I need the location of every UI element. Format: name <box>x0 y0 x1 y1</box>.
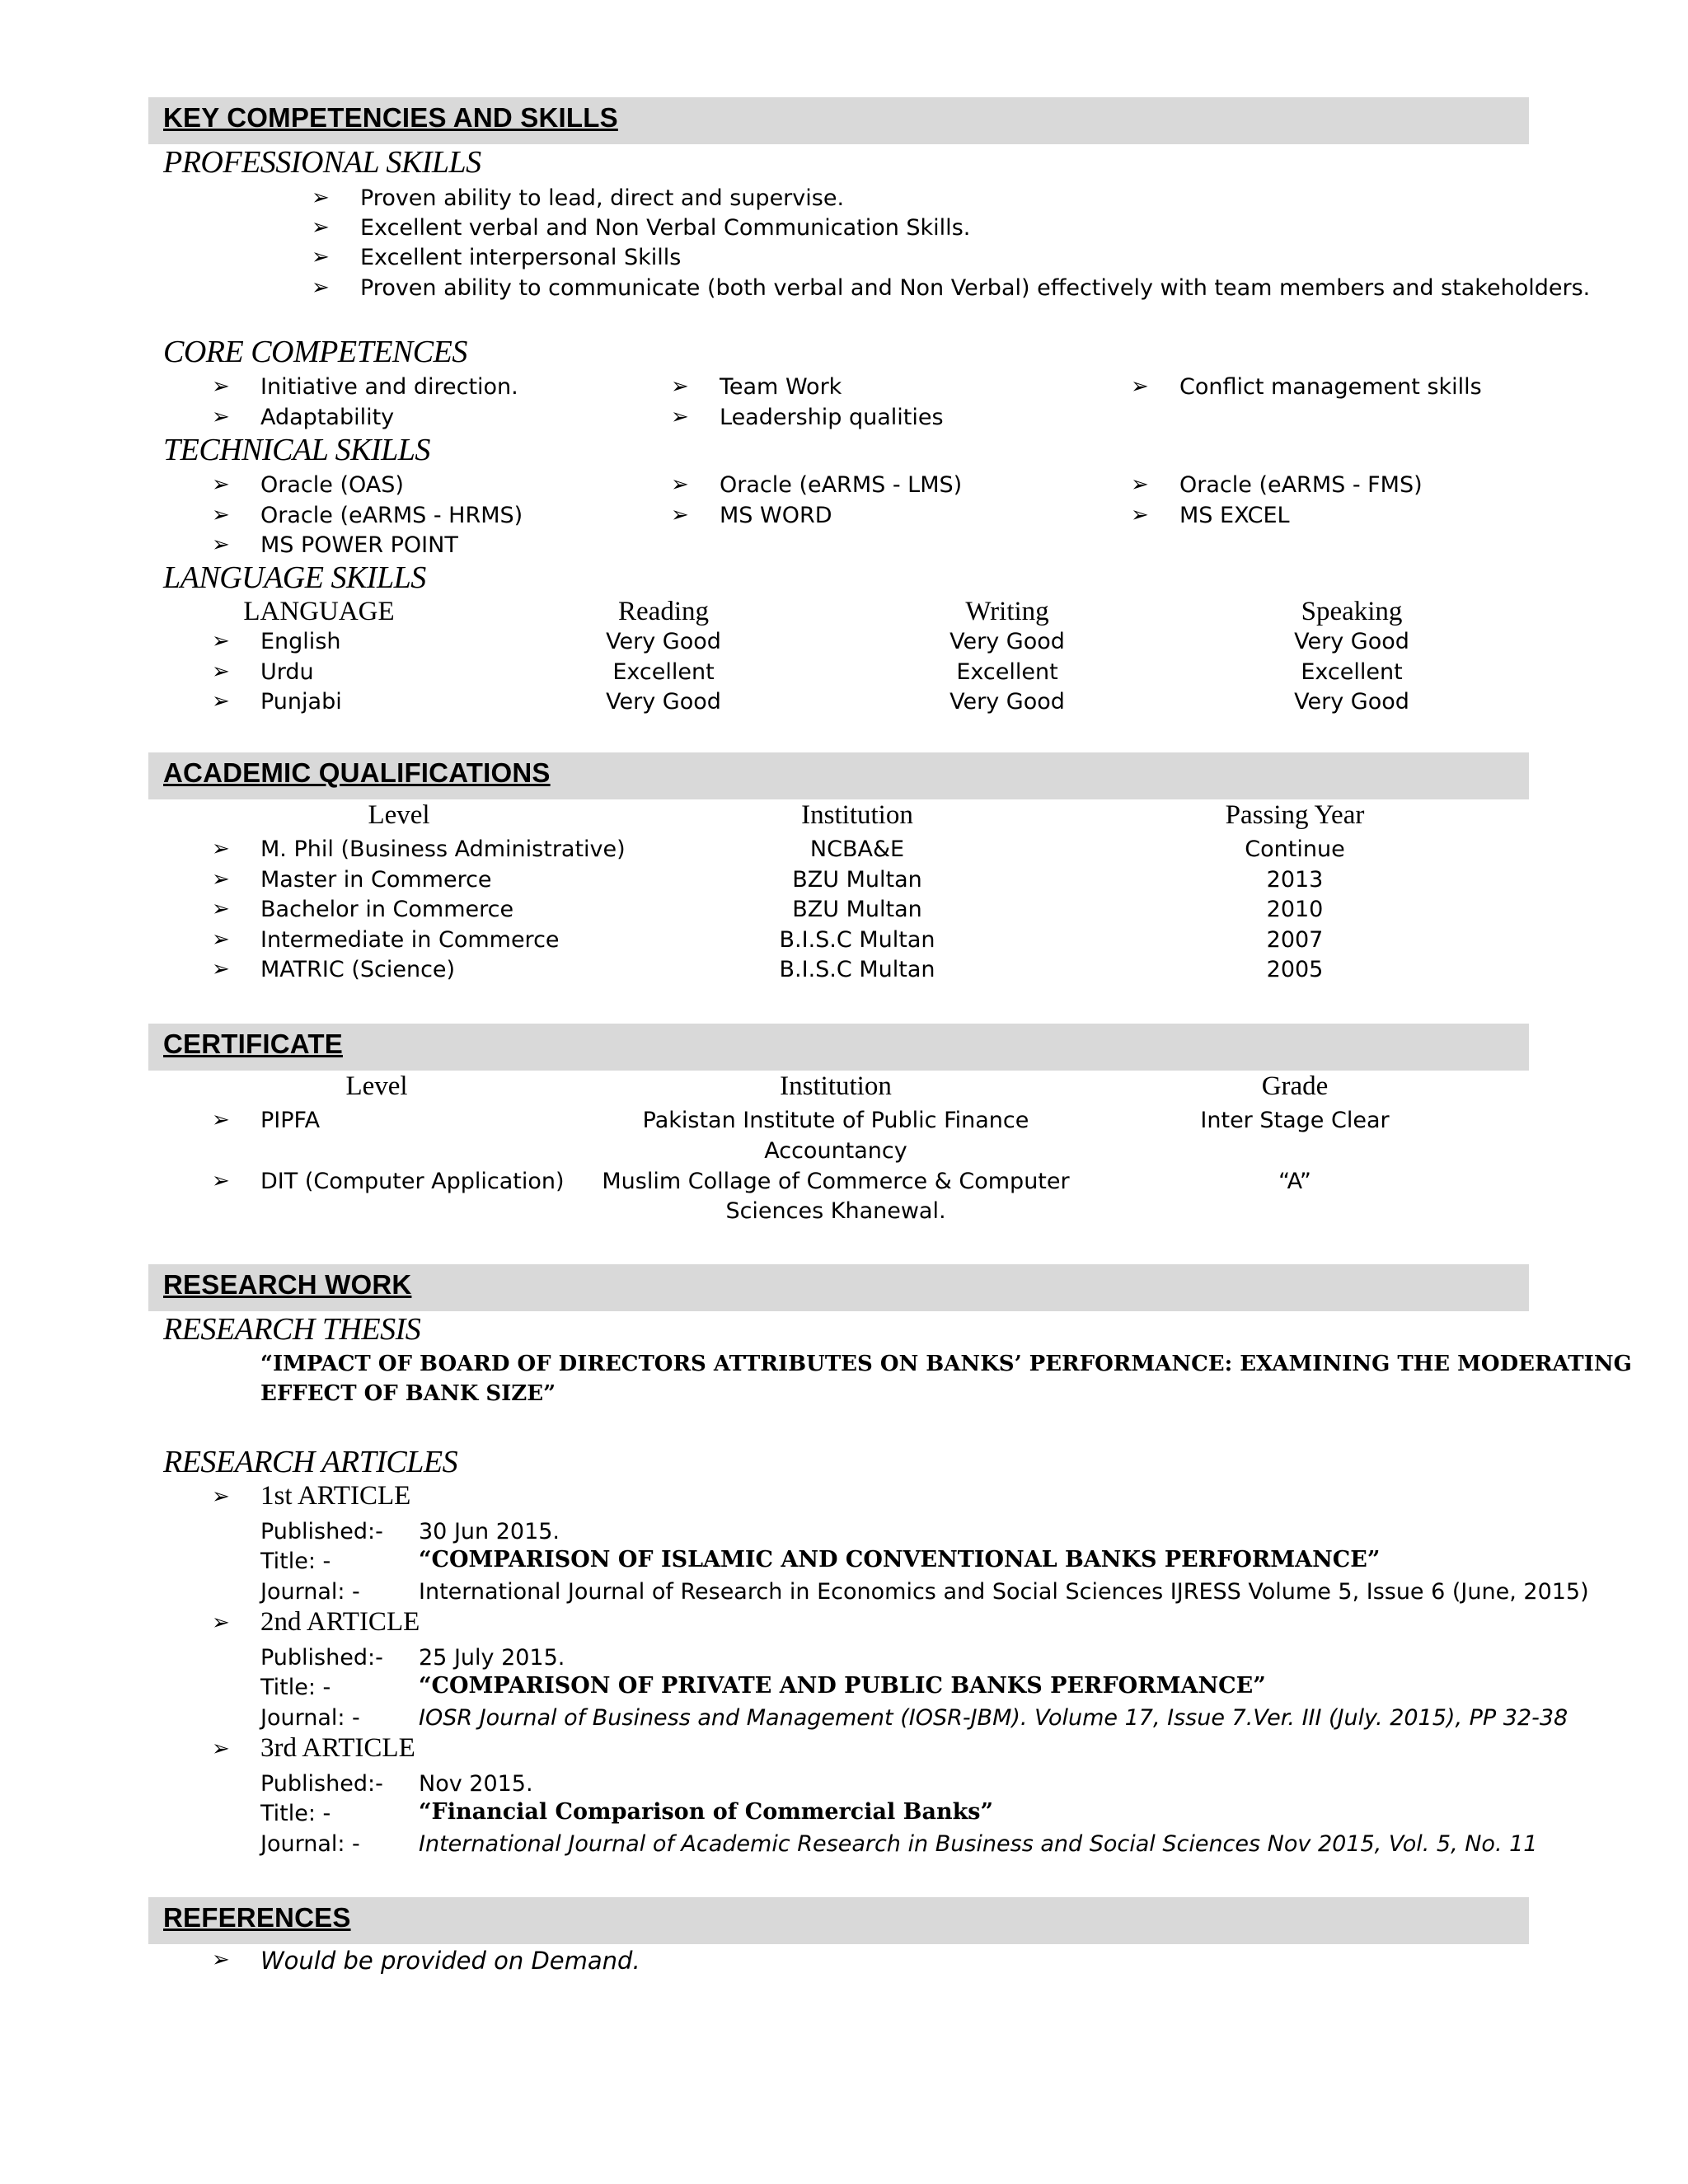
published-label: Published:- <box>260 1519 383 1544</box>
language-reading: Excellent <box>612 659 715 685</box>
journal-label: Journal: - <box>260 1831 360 1857</box>
certificate-institution-cont: Sciences Khanewal. <box>725 1198 946 1224</box>
academic-year-header: Passing Year <box>1225 800 1365 830</box>
bullet-arrow-icon: ➢ <box>212 532 230 557</box>
bullet-arrow-icon: ➢ <box>1131 503 1149 527</box>
certificate-institution-header: Institution <box>780 1071 892 1101</box>
bullet-arrow-icon: ➢ <box>212 1484 230 1509</box>
language-speaking: Excellent <box>1301 659 1403 685</box>
language-name: Punjabi <box>260 689 342 715</box>
academic-institution: B.I.S.C Multan <box>779 927 935 953</box>
speaking-col-header: Speaking <box>1301 597 1403 626</box>
bullet-arrow-icon: ➢ <box>212 957 230 982</box>
bullet-arrow-icon: ➢ <box>212 897 230 921</box>
technical-skills-heading: TECHNICAL SKILLS <box>163 433 430 467</box>
academic-level: M. Phil (Business Administrative) <box>260 837 626 862</box>
bullet-arrow-icon: ➢ <box>671 503 689 527</box>
certificate-institution: Pakistan Institute of Public Finance <box>642 1108 1029 1133</box>
language-name: Urdu <box>260 659 314 685</box>
core-competence-item: Initiative and direction. <box>260 374 518 400</box>
certificate-grade-header: Grade <box>1261 1071 1329 1101</box>
language-speaking: Very Good <box>1294 629 1409 654</box>
language-name: English <box>260 629 341 654</box>
certificate-institution-cont: Accountancy <box>764 1138 907 1164</box>
language-writing: Very Good <box>950 629 1065 654</box>
technical-skill-item: Oracle (eARMS - HRMS) <box>260 503 523 528</box>
article-title: “COMPARISON OF PRIVATE AND PUBLIC BANKS PERFORMANCE” <box>419 1673 1266 1699</box>
section-title: RESEARCH WORK <box>163 1269 412 1300</box>
language-col-header: LANGUAGE <box>243 597 395 626</box>
article-journal: International Journal of Research in Economics and Social Sciences IJRESS Volume 5, Issue 6 (June, 2015) <box>419 1579 1589 1605</box>
bullet-arrow-icon: ➢ <box>312 245 330 269</box>
section-bar-key-competencies <box>148 97 1529 144</box>
academic-institution: BZU Multan <box>792 867 922 893</box>
certificate-level: DIT (Computer Application) <box>260 1169 565 1194</box>
article-title: “COMPARISON OF ISLAMIC AND CONVENTIONAL BANKS PERFORMANCE” <box>419 1547 1381 1572</box>
professional-skill-item: Proven ability to lead, direct and supervise. <box>360 185 845 211</box>
article-published: 25 July 2015. <box>419 1645 565 1671</box>
certificate-grade: “A” <box>1278 1169 1311 1194</box>
academic-level: Bachelor in Commerce <box>260 897 514 922</box>
bullet-arrow-icon: ➢ <box>212 689 230 714</box>
academic-institution: BZU Multan <box>792 897 922 922</box>
bullet-arrow-icon: ➢ <box>212 405 230 429</box>
language-skills-heading: LANGUAGE SKILLS <box>163 560 426 595</box>
bullet-arrow-icon: ➢ <box>671 374 689 399</box>
journal-label: Journal: - <box>260 1579 360 1605</box>
bullet-arrow-icon: ➢ <box>212 503 230 527</box>
academic-institution: B.I.S.C Multan <box>779 957 935 982</box>
language-reading: Very Good <box>606 689 721 715</box>
technical-skill-item: Oracle (eARMS - LMS) <box>720 472 963 498</box>
bullet-arrow-icon: ➢ <box>212 659 230 684</box>
section-title: ACADEMIC QUALIFICATIONS <box>163 757 551 788</box>
certificate-grade: Inter Stage Clear <box>1200 1108 1390 1133</box>
section-bar-certificate <box>148 1024 1529 1071</box>
language-writing: Very Good <box>950 689 1065 715</box>
bullet-arrow-icon: ➢ <box>312 185 330 210</box>
academic-year: 2010 <box>1266 897 1324 922</box>
article-published: 30 Jun 2015. <box>419 1519 560 1544</box>
certificate-institution: Muslim Collage of Commerce & Computer <box>602 1169 1070 1194</box>
academic-institution: NCBA&E <box>809 837 905 862</box>
published-label: Published:- <box>260 1771 383 1797</box>
bullet-arrow-icon: ➢ <box>212 837 230 861</box>
technical-skill-item: MS POWER POINT <box>260 532 458 558</box>
academic-year: Continue <box>1245 837 1345 862</box>
section-bar-academic <box>148 752 1529 799</box>
section-title: REFERENCES <box>163 1902 351 1933</box>
section-bar-references <box>148 1897 1529 1944</box>
technical-skill-item: Oracle (eARMS - FMS) <box>1179 472 1423 498</box>
bullet-arrow-icon: ➢ <box>212 472 230 497</box>
professional-skill-item: Excellent verbal and Non Verbal Communication Skills. <box>360 215 971 241</box>
bullet-arrow-icon: ➢ <box>312 275 330 300</box>
bullet-arrow-icon: ➢ <box>212 1169 230 1193</box>
reading-col-header: Reading <box>618 597 709 626</box>
language-reading: Very Good <box>606 629 721 654</box>
professional-skill-item: Excellent interpersonal Skills <box>360 245 682 270</box>
thesis-title-line: “IMPACT OF BOARD OF DIRECTORS ATTRIBUTES ON BANKS’ PERFORMANCE: EXAMINING THE MODERATING <box>260 1352 1632 1376</box>
writing-col-header: Writing <box>965 597 1049 626</box>
bullet-arrow-icon: ➢ <box>212 1108 230 1132</box>
bullet-arrow-icon: ➢ <box>1131 472 1149 497</box>
bullet-arrow-icon: ➢ <box>671 472 689 497</box>
article-heading: 2nd ARTICLE <box>260 1607 420 1637</box>
professional-skill-item: Proven ability to communicate (both verbal and Non Verbal) effectively with team members and stakeholders. <box>360 275 1591 301</box>
bullet-arrow-icon: ➢ <box>312 215 330 240</box>
bullet-arrow-icon: ➢ <box>1131 374 1149 399</box>
section-title: KEY COMPETENCIES AND SKILLS <box>163 102 618 133</box>
journal-label: Journal: - <box>260 1705 360 1731</box>
core-competences-heading: CORE COMPETENCES <box>163 335 467 369</box>
academic-level: Master in Commerce <box>260 867 492 893</box>
references-text: Would be provided on Demand <box>260 1947 633 1975</box>
certificate-level: PIPFA <box>260 1108 321 1133</box>
technical-skill-item: MS EXCEL <box>1179 503 1290 528</box>
bullet-arrow-icon: ➢ <box>212 927 230 952</box>
professional-skills-heading: PROFESSIONAL SKILLS <box>163 145 481 180</box>
article-title: “Financial Comparison of Commercial Banks” <box>419 1799 994 1825</box>
article-published: Nov 2015. <box>419 1771 533 1797</box>
technical-skill-item: MS WORD <box>720 503 832 528</box>
bullet-arrow-icon: ➢ <box>671 405 689 429</box>
bullet-arrow-icon: ➢ <box>212 867 230 892</box>
article-heading: 3rd ARTICLE <box>260 1733 415 1763</box>
language-speaking: Very Good <box>1294 689 1409 715</box>
core-competence-item: Adaptability <box>260 405 395 430</box>
bullet-arrow-icon: ➢ <box>212 629 230 654</box>
academic-year: 2007 <box>1266 927 1324 953</box>
academic-year: 2005 <box>1266 957 1324 982</box>
published-label: Published:- <box>260 1645 383 1671</box>
core-competence-item: Team Work <box>720 374 842 400</box>
core-competence-item: Leadership qualities <box>720 405 944 430</box>
section-title: CERTIFICATE <box>163 1029 343 1059</box>
title-label: Title: - <box>260 1549 331 1574</box>
bullet-arrow-icon: ➢ <box>212 1736 230 1761</box>
academic-level-header: Level <box>368 800 430 830</box>
title-label: Title: - <box>260 1801 331 1826</box>
technical-skill-item: Oracle (OAS) <box>260 472 404 498</box>
core-competence-item: Conflict management skills <box>1179 374 1482 400</box>
article-journal: International Journal of Academic Research in Business and Social Sciences Nov 2015, Vol. 5, No. 11 <box>419 1831 1538 1857</box>
bullet-arrow-icon: ➢ <box>212 374 230 399</box>
academic-level: Intermediate in Commerce <box>260 927 560 953</box>
article-heading: 1st ARTICLE <box>260 1481 411 1511</box>
title-label: Title: - <box>260 1675 331 1700</box>
academic-year: 2013 <box>1266 867 1324 893</box>
bullet-arrow-icon: ➢ <box>212 1947 230 1972</box>
certificate-level-header: Level <box>345 1071 408 1101</box>
article-journal: IOSR Journal of Business and Management (IOSR-JBM). Volume 17, Issue 7.Ver. III (July. 2015), PP 32-38 <box>419 1705 1568 1731</box>
research-articles-heading: RESEARCH ARTICLES <box>163 1445 458 1479</box>
language-writing: Excellent <box>956 659 1058 685</box>
bullet-arrow-icon: ➢ <box>212 1610 230 1635</box>
references-note: Would be provided on Demand. <box>260 1947 640 1975</box>
research-thesis-heading: RESEARCH THESIS <box>163 1312 421 1347</box>
academic-institution-header: Institution <box>801 800 913 830</box>
thesis-title-line: EFFECT OF BANK SIZE” <box>260 1381 556 1406</box>
academic-level: MATRIC (Science) <box>260 957 456 982</box>
section-bar-research <box>148 1264 1529 1311</box>
